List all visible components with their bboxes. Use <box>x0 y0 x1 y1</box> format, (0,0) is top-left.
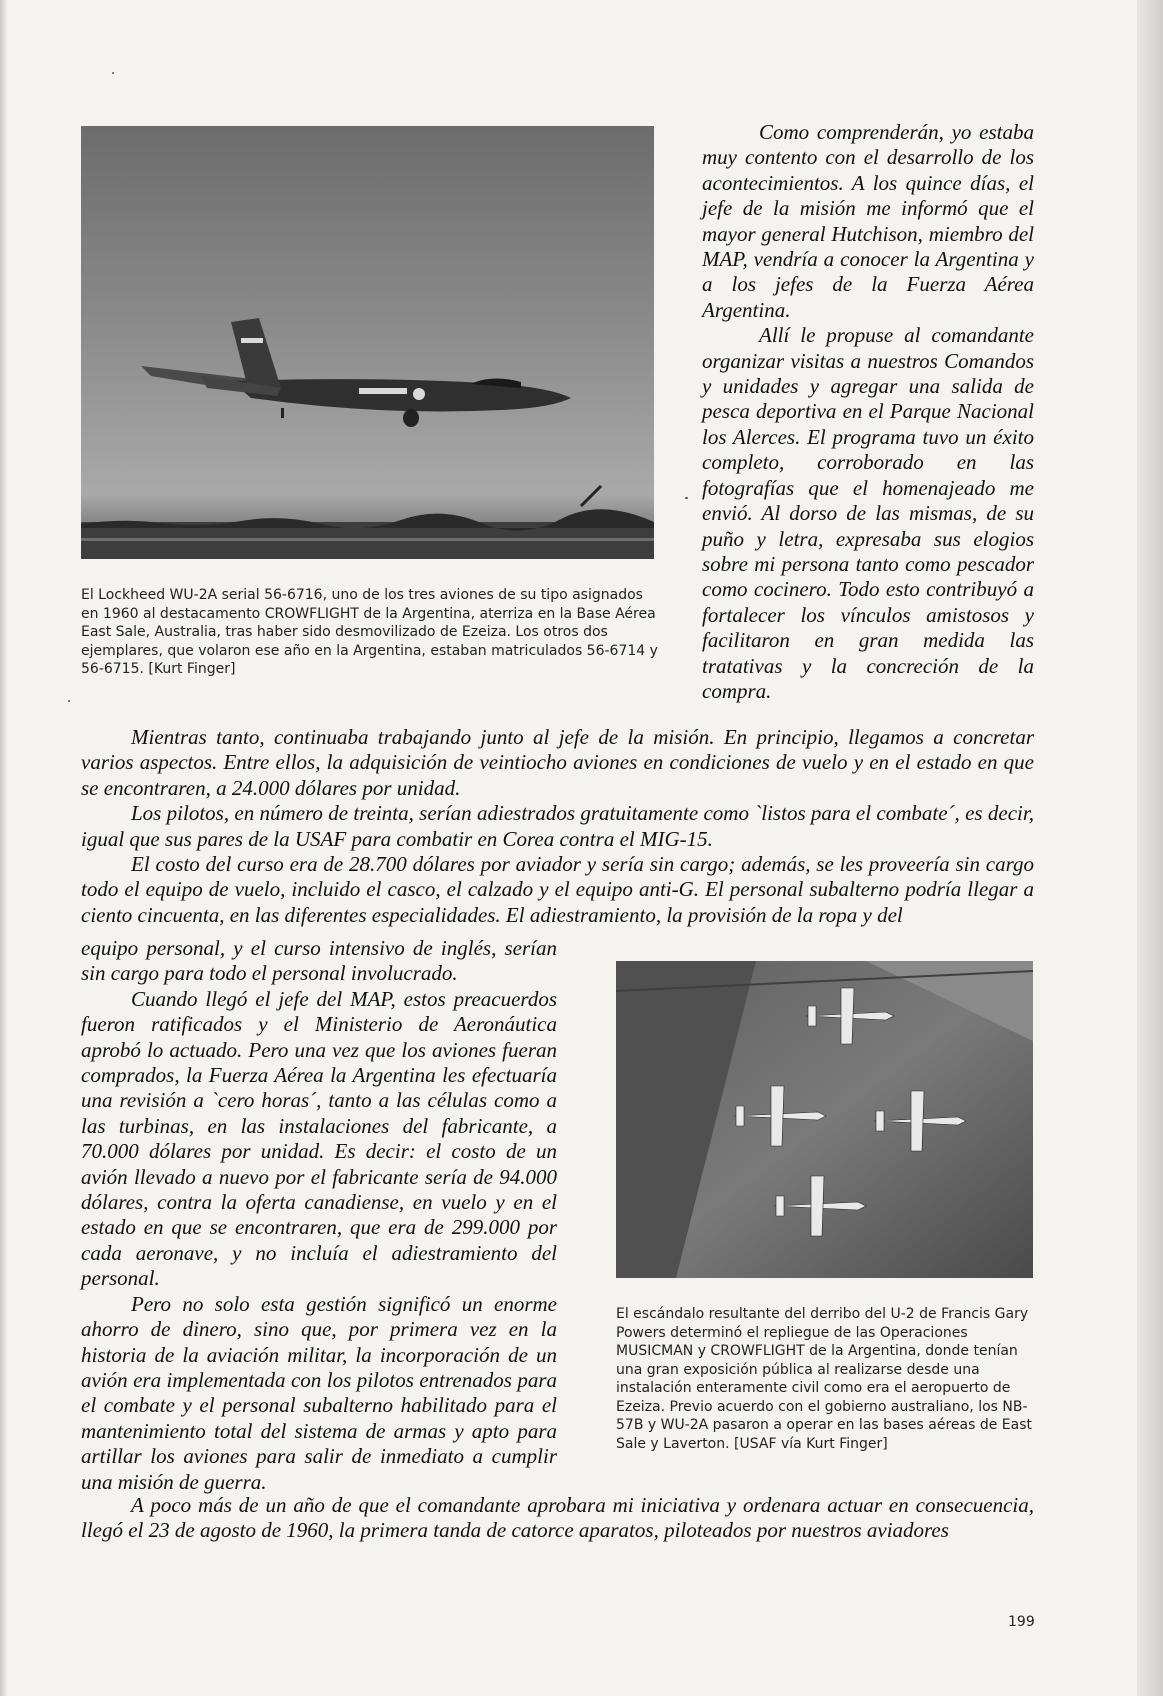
caption-bottom-photo: El escándalo resultante del derribo del U-2 de Francis Gary Powers determinó el repliegue de las Operaciones MUSICMAN y CROWFLIGHT de la Argentina, donde tenían una gran exposición pública al realizarse desde una instalación enteramente civil como era el aeropuerto de Ezeiza. Previo acuerdo con el gobierno australiano, los NB-57B y WU-2A pasaron a operar en las bases aéreas de East Sale y Laverton. [USAF vía Kurt Finger] <box>616 1306 1032 1452</box>
page-edge-shadow <box>1137 0 1163 1696</box>
page-binding-shadow <box>0 0 8 1696</box>
bottom-text <box>81 1493 1034 1544</box>
paragraph: Pero no solo esta gestión significó un enorme ahorro de dinero, sino que, por primera vez en la historia de la aviación militar, la incorporación de un avión era implementada con los pilotos entrenados para el combate y el personal subalterno habilitado para el mantenimiento total del sistema de armas y apto para artillar los aviones para salir de inmediato a cumplir una misión de guerra. <box>81 1291 557 1494</box>
formation-photo-illustration <box>616 961 1033 1278</box>
paragraph: equipo personal, y el curso intensivo de inglés, serían sin cargo para todo el personal involucrado. <box>81 936 557 986</box>
paragraph: Allí le propuse al comandante organizar visitas a nuestros Comandos y unidades y agregar una salida de pesca deportiva en el Parque Nacional los Alerces. El programa tuvo un éxito completo, corroborado en las fotografías que el homenajeado me envió. Al dorso de las mismas, de su puño y letra, expresaba sus elogios sobre mi persona tanto como pescador como cocinero. Todo esto contribuyó a fortalecer los vínculos amistosos y facilitaron en gran medida las tratativas y la concreción de la compra. <box>702 323 1034 703</box>
paragraph: El costo del curso era de 28.700 dólares por aviador y sería sin cargo; además, se les proveería sin cargo todo el equipo de vuelo, incluido el casco, el calzado y el equipo anti-G. El personal subalterno podría llegar a ciento cincuenta, en las diferentes especialidades. El adiestramiento, la provisión de la ropa y del <box>81 852 1034 927</box>
scan-speck <box>685 497 688 499</box>
paragraph: Como comprenderán, yo estaba muy contento con el desarrollo de los acontecimientos. A los quince días, el jefe de la misión me informó que el mayor general Hutchison, miembro del MAP, vendría a conocer la Argentina y a los jefes de la Fuerza Aérea Argentina. <box>702 120 1034 322</box>
scan-speck <box>68 700 70 702</box>
photo-wu2a-landing <box>81 126 654 559</box>
left-column-text <box>81 936 557 1495</box>
scan-speck <box>112 72 114 74</box>
page-number: 199 <box>1008 1614 1035 1630</box>
paragraph: Cuando llegó el jefe del MAP, estos preacuerdos fueron ratificados y el Ministerio de Aeronáutica aprobó lo actuado. Pero una vez que los aviones fueran comprados, la Fuerza Aérea la Argentina les efectuaría una revisión a `cero horas´, tanto a las células como a las turbinas, en las instalaciones del fabricante, a 70.000 dólares por unidad. Es decir: el costo de un avión llevado a nuevo por el fabricante sería de 94.000 dólares, contra la oferta canadiense, en vuelo y en el estado en que se encontraren, que era de 299.000 por cada aeronave, y no incluía el adiestramiento del personal. <box>81 986 557 1291</box>
paragraph: A poco más de un año de que el comandante aprobara mi iniciativa y ordenara actuar en consecuencia, llegó el 23 de agosto de 1960, la primera tanda de catorce aparatos, piloteados por nuestros aviadores <box>81 1493 1034 1543</box>
middle-text <box>81 725 1034 928</box>
photo-nb57b-formation <box>616 961 1033 1278</box>
wu2a-photo-illustration <box>81 126 654 559</box>
right-column-text <box>702 120 1034 704</box>
paragraph: Los pilotos, en número de treinta, serían adiestrados gratuitamente como `listos para el combate´, es decir, igual que sus pares de la USAF para combatir en Corea contra el MIG-15. <box>81 801 1034 851</box>
paragraph: Mientras tanto, continuaba trabajando junto al jefe de la misión. En principio, llegamos a concretar varios aspectos. Entre ellos, la adquisición de veintiocho aviones en condiciones de vuelo y en el estado en que se encontraren, a 24.000 dólares por unidad. <box>81 725 1034 800</box>
caption-top-photo: El Lockheed WU-2A serial 56-6716, uno de los tres aviones de su tipo asignados en 1960 al destacamento CROWFLIGHT de la Argentina, aterriza en la Base Aérea East Sale, Australia, tras haber sido desmovilizado de Ezeiza. Los otros dos ejemplares, que volaron ese año en la Argentina, estaban matriculados 56-6714 y 56-6715. [Kurt Finger] <box>81 587 658 677</box>
